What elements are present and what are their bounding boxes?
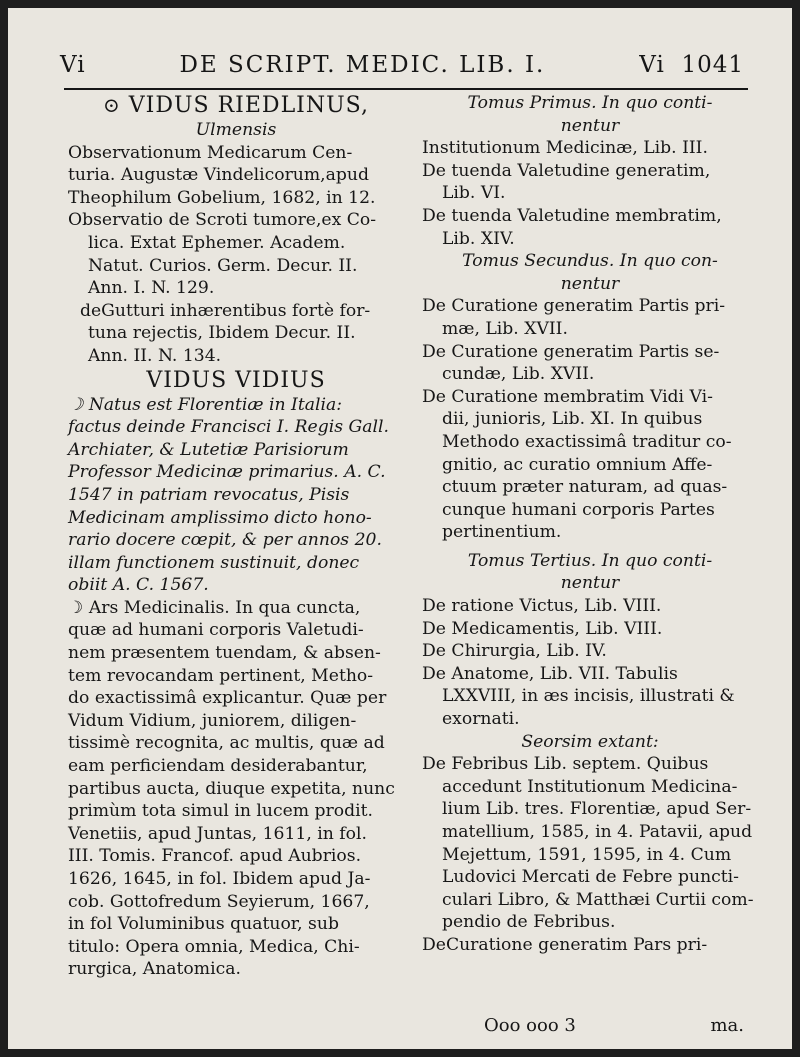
text-line: tissimè recognita, ac multis, quæ ad xyxy=(68,733,385,754)
text-line: Methodo exactissimâ traditur co- xyxy=(442,431,732,452)
text-line: turia. Augustæ Vindelicorum,apud xyxy=(68,165,369,186)
text-line: pertinentium. xyxy=(442,522,562,543)
text-line: De tuenda Valetudine generatim, xyxy=(422,160,711,181)
text-line: factus deinde Francisci I. Regis Gall. xyxy=(68,417,389,438)
text-line: quæ ad humani corporis Valetudi- xyxy=(68,620,364,641)
text-line: De Curatione generatim Partis pri- xyxy=(422,296,726,317)
signature-mark: Ooo ooo 3 xyxy=(484,1015,576,1036)
text-line: Medicinam amplissimo dicto hono- xyxy=(68,507,372,528)
text-line: primùm tota simul in lucem prodit. xyxy=(68,801,373,822)
text-line: titulo: Opera omnia, Medica, Chi- xyxy=(68,936,360,957)
header-right xyxy=(639,52,744,78)
page-footer xyxy=(8,1015,744,1043)
text-line: partibus aucta, diuque expetita, nunc xyxy=(68,778,395,799)
catchword: ma. xyxy=(710,1015,744,1036)
seorsim-contents xyxy=(422,753,758,956)
text-line: De Chirurgia, Lib. IV. xyxy=(422,641,607,662)
section-heading-line: nentur xyxy=(560,273,620,294)
text-line: Vidum Vidium, juniorem, diligen- xyxy=(68,710,357,731)
tomus-secundus-heading xyxy=(422,250,758,295)
text-line: De Febribus Lib. septem. Quibus xyxy=(422,754,709,775)
text-line: rurgica, Anatomica. xyxy=(68,959,241,980)
section-heading-line: Tomus Primus. In quo conti- xyxy=(467,93,713,113)
entry-biography xyxy=(68,394,404,597)
text-line: pendio de Febribus. xyxy=(442,912,616,933)
text-line: De Curatione generatim Partis se- xyxy=(422,341,720,362)
text-line: obiit A. C. 1567. xyxy=(68,575,209,596)
book-page xyxy=(8,8,792,1049)
entry-works-vidius xyxy=(68,597,404,981)
text-line: rario docere cœpit, & per annos 20. xyxy=(68,530,382,551)
section-heading-line: Tomus Tertius. In quo conti- xyxy=(467,550,713,571)
text-line: Theophilum Gobelium, 1682, in 12. xyxy=(68,187,376,208)
text-line: Institutionum Medicinæ, Lib. III. xyxy=(422,138,708,159)
text-line: Ann. II. N. 134. xyxy=(88,345,222,366)
tomus-secundus-contents xyxy=(422,295,758,544)
text-line: tem revocandam pertinent, Metho- xyxy=(68,665,374,686)
entry-origin: Ulmensis xyxy=(195,120,277,140)
seorsim-heading: Seorsim extant: xyxy=(521,731,659,752)
text-line: Observationum Medicarum Cen- xyxy=(68,142,353,163)
text-line: eam perficiendam desiderabantur, xyxy=(68,756,368,777)
text-line: 1547 in patriam revocatus, Pisis xyxy=(68,484,350,505)
text-line: Professor Medicinæ primarius. A. C. xyxy=(68,462,386,483)
text-line: accedunt Institutionum Medicina- xyxy=(442,776,738,797)
section-heading-line: nentur xyxy=(560,115,620,136)
text-line: Lib. XIV. xyxy=(442,228,515,249)
text-line: Lib. VI. xyxy=(442,183,506,204)
text-line: lium Lib. tres. Florentiæ, apud Ser- xyxy=(442,799,752,820)
header-signature-left: Vi xyxy=(60,52,86,78)
text-line: ☽ Ars Medicinalis. In qua cuncta, xyxy=(68,597,361,618)
text-line: nem præsentem tuendam, & absen- xyxy=(68,643,381,664)
text-line: Ann. I. N. 129. xyxy=(88,278,215,299)
text-line: Observatio de Scroti tumore,ex Co- xyxy=(68,210,377,231)
text-line: matellium, 1585, in 4. Patavii, apud xyxy=(442,822,753,842)
text-line: III. Tomis. Francof. apud Aubrios. xyxy=(68,846,362,867)
text-line: cunque humani corporis Partes xyxy=(442,499,715,520)
right-column xyxy=(422,92,758,1019)
text-line: in fol Voluminibus quatuor, sub xyxy=(68,914,339,935)
text-line: do exactissimâ explicantur. Quæ per xyxy=(68,688,387,709)
text-line: 1626, 1645, in fol. Ibidem apud Ja- xyxy=(68,869,371,889)
text-line: Natut. Curios. Germ. Decur. II. xyxy=(88,255,358,276)
text-line: Venetiis, apud Juntas, 1611, in fol. xyxy=(68,823,367,844)
text-line: tuna rejectis, Ibidem Decur. II. xyxy=(88,323,356,344)
section-heading-line: nentur xyxy=(560,573,620,594)
text-line: exornati. xyxy=(442,709,520,730)
tomus-tertius-contents xyxy=(422,595,758,731)
header-rule xyxy=(64,88,748,90)
text-line: DeCuratione generatim Pars pri- xyxy=(422,934,708,955)
text-line: gnitio, ac curatio omnium Affe- xyxy=(442,454,713,475)
text-line: Ludovici Mercati de Febre puncti- xyxy=(442,867,739,888)
header-title: DE SCRIPT. MEDIC. LIB. I. xyxy=(179,52,546,78)
text-line: deGutturi inhærentibus fortè for- xyxy=(80,300,371,321)
text-line: LXXVIII, in æs incisis, illustrati & xyxy=(442,686,735,707)
sun-symbol-icon: ⊙ xyxy=(103,93,121,117)
text-line: De ratione Victus, Lib. VIII. xyxy=(422,596,662,617)
text-line: De Curatione membratim Vidi Vi- xyxy=(422,386,713,407)
tomus-primus-contents xyxy=(422,137,758,250)
text-line: dii, junioris, Lib. XI. In quibus xyxy=(442,409,703,430)
text-line: ☽ Natus est Florentiæ in Italia: xyxy=(68,394,343,415)
text-line: ctuum præter naturam, ad quas- xyxy=(442,477,728,498)
text-line: Mejettum, 1591, 1595, in 4. Cum xyxy=(442,844,732,865)
text-line: Archiater, & Lutetiæ Parisiorum xyxy=(68,439,349,460)
text-line: De Medicamentis, Lib. VIII. xyxy=(422,618,663,639)
tomus-primus-heading xyxy=(422,92,758,137)
entry-works-riedlinus xyxy=(68,142,404,368)
entry-heading-vidius: VIDUS VIDIUS xyxy=(146,367,326,393)
section-heading-line: Tomus Secundus. In quo con- xyxy=(462,251,718,272)
header-signature-right: Vi xyxy=(639,52,665,78)
text-line: culari Libro, & Matthæi Curtii com- xyxy=(442,889,754,910)
entry-name: VIDUS RIEDLINUS, xyxy=(128,93,369,118)
text-line: illam functionem sustinuit, donec xyxy=(68,552,360,573)
tomus-tertius-heading xyxy=(422,550,758,595)
text-line: mæ, Lib. XVII. xyxy=(442,318,568,339)
text-line: lica. Extat Ephemer. Academ. xyxy=(88,232,346,253)
entry-heading-riedlinus xyxy=(68,92,404,119)
text-line: cundæ, Lib. XVII. xyxy=(442,364,595,385)
text-line: De tuenda Valetudine membratim, xyxy=(422,205,722,226)
text-line: cob. Gottofredum Seyierum, 1667, xyxy=(68,891,370,912)
page-number: 1041 xyxy=(681,52,744,78)
left-column xyxy=(68,92,404,1019)
text-line: De Anatome, Lib. VII. Tabulis xyxy=(422,663,678,684)
running-header xyxy=(60,52,744,86)
